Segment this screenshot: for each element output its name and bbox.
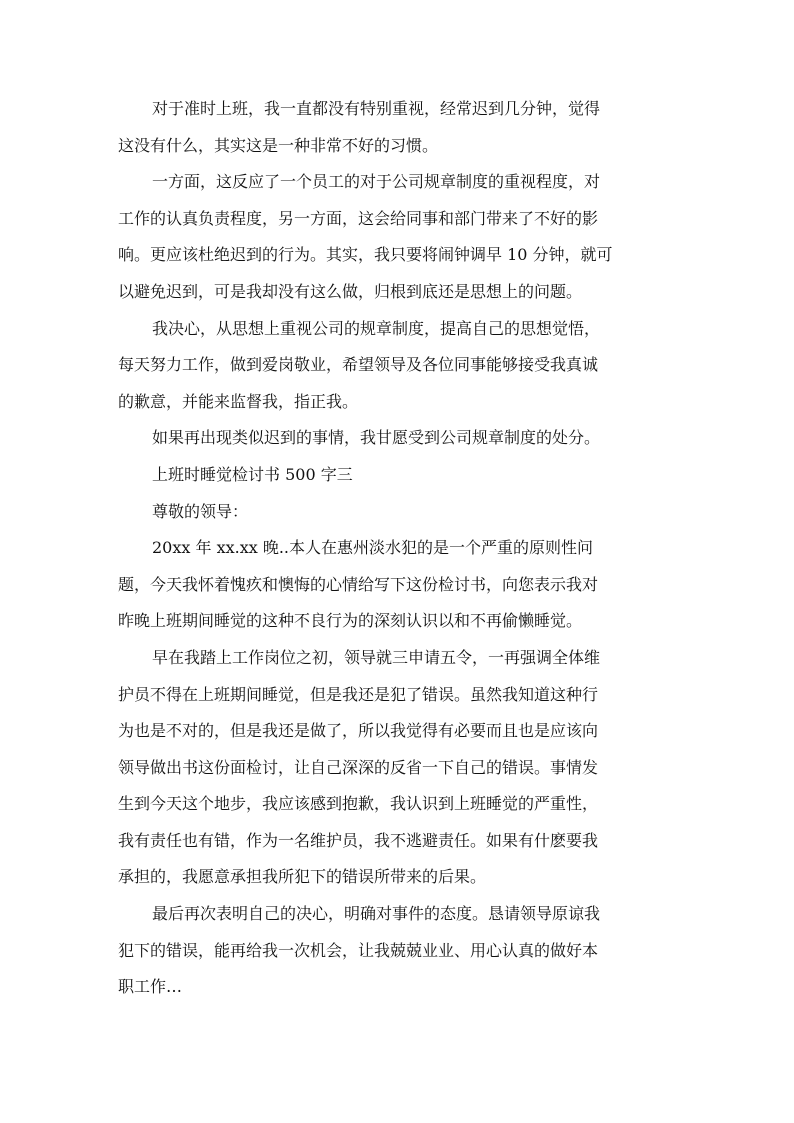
- text-line: 犯下的错误，能再给我一次机会，让我兢兢业业、用心认真的做好本: [118, 940, 599, 960]
- text-line: 生到今天这个地步，我应该感到抱歉，我认识到上班睡觉的严重性，: [118, 794, 599, 814]
- text-line: 这没有什么，其实这是一种非常不好的习惯。: [118, 135, 439, 155]
- text-line: 以避免迟到，可是我却没有这么做，归根到底还是思想上的问题。: [118, 281, 583, 301]
- text-line: 承担的，我愿意承担我所犯下的错误所带来的后果。: [118, 867, 487, 887]
- text-line: 响。更应该杜绝迟到的行为。其实，我只要将闹钟调早 10 分钟，就可: [118, 245, 613, 265]
- text-line: 工作的认真负责程度，另一方面，这会给同事和部门带来了不好的影: [118, 208, 599, 228]
- text-line: 早在我踏上工作岗位之初，领导就三申请五令，一再强调全体维: [152, 647, 601, 667]
- text-line: 昨晚上班期间睡觉的这种不良行为的深刻认识以和不再偷懒睡觉。: [118, 611, 583, 631]
- text-line: 题，今天我怀着愧疚和懊悔的心情给写下这份检讨书，向您表示我对: [118, 574, 599, 594]
- text-line: 为也是不对的，但是我还是做了，所以我觉得有必要而且也是应该向: [118, 721, 599, 741]
- text-line: 领导做出书这份面检讨，让自己深深的反省一下自己的错误。事情发: [118, 757, 599, 777]
- text-line: 我有责任也有错，作为一名维护员，我不逃避责任。如果有什麽要我: [118, 830, 599, 850]
- text-line: 我决心，从思想上重视公司的规章制度，提高自己的思想觉悟，: [152, 318, 601, 338]
- text-line: 护员不得在上班期间睡觉，但是我还是犯了错误。虽然我知道这种行: [118, 684, 599, 704]
- text-line: 对于准时上班，我一直都没有特别重视，经常迟到几分钟，觉得: [152, 99, 601, 118]
- text-line: 职工作…: [118, 977, 183, 997]
- text-line: 如果再出现类似迟到的事情，我甘愿受到公司规章制度的处分。: [152, 428, 601, 448]
- document-body: [118, 91, 680, 1006]
- text-line: 一方面，这反应了一个员工的对于公司规章制度的重视程度，对: [152, 172, 601, 192]
- text-line: 20xx 年 xx.xx 晚..本人在惠州淡水犯的是一个严重的原则性问: [152, 538, 594, 558]
- text-line: 尊敬的领导：: [152, 501, 249, 521]
- text-line: 上班时睡觉检讨书 500 字三: [152, 464, 353, 484]
- text-line: 每天努力工作，做到爱岗敬业，希望领导及各位同事能够接受我真诚: [118, 355, 599, 375]
- text-line: 的歉意，并能来监督我，指正我。: [118, 391, 359, 411]
- text-line: 最后再次表明自己的决心，明确对事件的态度。恳请领导原谅我: [152, 904, 601, 924]
